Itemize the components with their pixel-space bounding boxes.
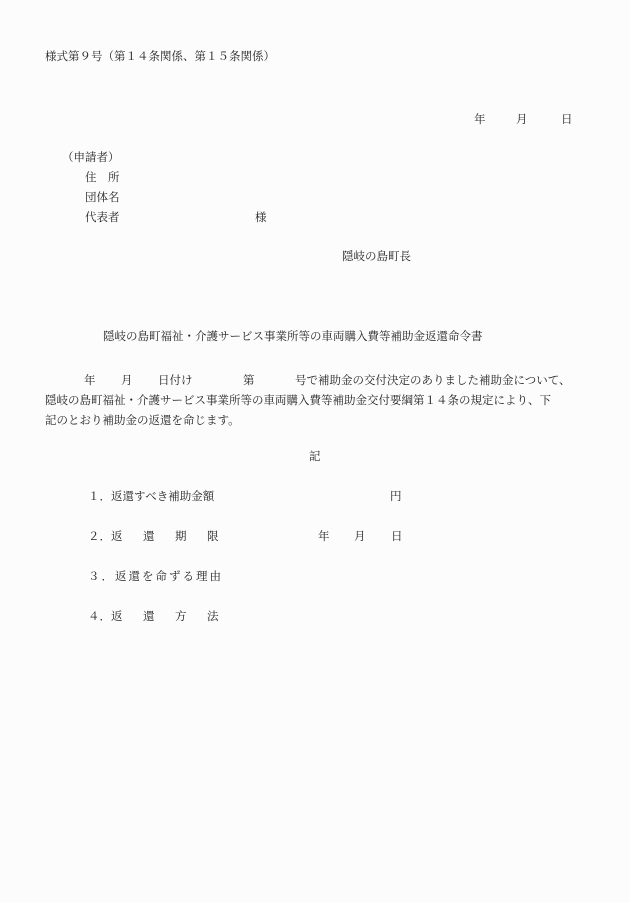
ki-heading: 記	[309, 449, 321, 463]
document-title: 隠岐の島町福祉・介護サービス事業所等の車両購入費等補助金返還命令書	[103, 329, 483, 343]
deadline-month: 月	[354, 529, 366, 543]
item-label-char: 方	[175, 609, 187, 623]
body-month: 月	[121, 373, 133, 387]
item-number: ４．	[88, 609, 111, 623]
item-label-char: 法	[207, 609, 219, 623]
date-month: 月	[516, 112, 528, 126]
date-year: 年	[474, 112, 486, 126]
body-rest: 号で補助金の交付決定のありました補助金について、	[295, 373, 571, 387]
applicant-heading: （申請者）	[62, 150, 120, 164]
item-number: １．	[88, 489, 111, 503]
deadline-day: 日	[391, 529, 403, 543]
body-line-2: 隠岐の島町福祉・介護サービス事業所等の車両購入費等補助金交付要綱第１４条の規定により、下	[45, 393, 551, 407]
item-label-char: 返	[111, 609, 123, 623]
item-refund-deadline	[88, 531, 219, 543]
item-label-char: 返	[111, 529, 123, 543]
item-label-char: 限	[207, 529, 219, 543]
address-label: 住 所	[85, 170, 120, 184]
item-label: 返還を命ずる理由	[115, 569, 223, 583]
organization-label: 団体名	[85, 190, 120, 204]
body-year: 年	[84, 373, 96, 387]
item-label-char: 還	[143, 529, 155, 543]
item-refund-amount	[88, 491, 214, 503]
item-refund-method	[88, 611, 219, 623]
item-number: ３．	[88, 569, 115, 583]
representative-label: 代表者	[85, 210, 120, 224]
item-label: 返還すべき補助金額	[111, 489, 215, 503]
item-label-char: 期	[175, 529, 187, 543]
date-day: 日	[561, 112, 573, 126]
body-line-3: 記のとおり補助金の返還を命じます。	[45, 413, 240, 427]
item-refund-reason	[88, 571, 223, 583]
yen-suffix: 円	[390, 489, 402, 503]
honorific: 様	[255, 210, 267, 224]
issuer: 隠岐の島町長	[342, 249, 411, 263]
body-dated: 日付け	[158, 373, 193, 387]
body-dai: 第	[243, 373, 255, 387]
body-paragraph	[45, 370, 590, 430]
item-number: ２．	[88, 529, 111, 543]
deadline-year: 年	[318, 529, 330, 543]
item-label-char: 還	[143, 609, 155, 623]
form-number: 様式第９号（第１４条関係、第１５条関係）	[45, 49, 275, 63]
body-line-1	[45, 370, 590, 390]
